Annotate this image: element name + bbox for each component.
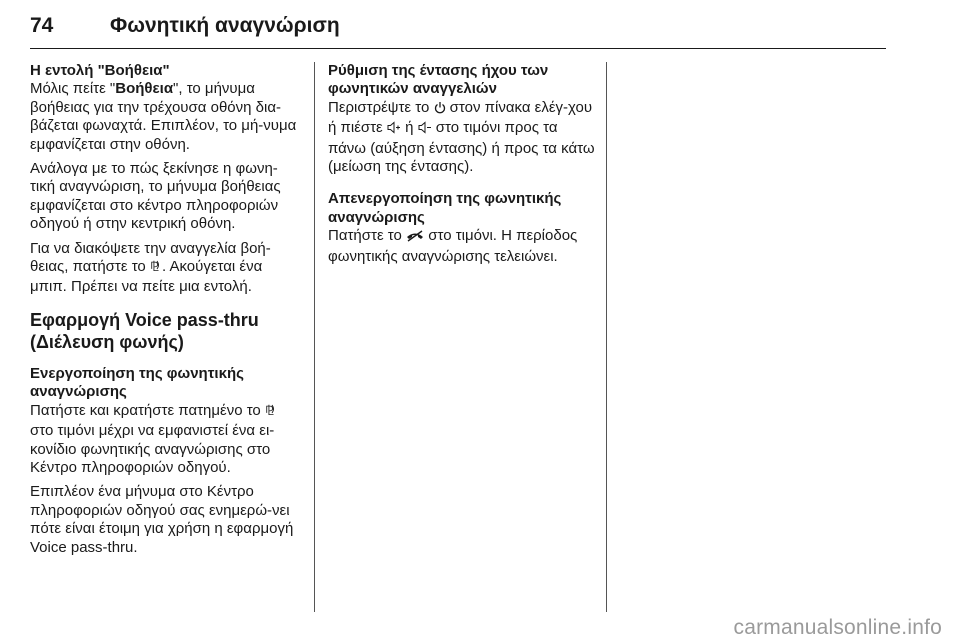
- svg-text:⅊: ⅊: [149, 260, 159, 274]
- volume-heading: Ρύθμιση της έντασης ήχου των φωνητικών αναγγελιών: [328, 62, 549, 98]
- column-divider-2: [606, 62, 607, 612]
- voice-control-icon: [150, 258, 162, 278]
- left-column: [30, 62, 302, 563]
- volume-paragraph: Περιστρέψτε το στον πίνακα ελέγ-χου ή πιέστε ή στο τιμόνι προς τα πάνω (αύξηση έντασης) ή προς τα κάτω (μείωση της έντασης).: [328, 98, 595, 176]
- activate-paragraph-2: Επιπλέον ένα μήνυμα στο Κέντρο πληροφοριών οδηγού σας ενημερώ-νει πότε είναι έτοιμη για χρήση η εφαρμογή Voice pass-thru.: [30, 483, 294, 556]
- column-divider-1: [314, 62, 315, 612]
- svg-text:⅊: ⅊: [264, 403, 274, 417]
- hang-up-icon: [406, 229, 424, 247]
- section-heading: Εφαρμογή Voice pass-thru (Διέλευση φωνής): [30, 309, 259, 352]
- chapter-title: Φωνητική αναγνώριση: [110, 14, 340, 37]
- activate-heading: Ενεργοποίηση της φωνητικής αναγνώρισης: [30, 364, 244, 401]
- power-knob-icon: [434, 101, 446, 119]
- help-paragraph-1: Μόλις πείτε "Βοήθεια", το μήνυμα βοήθειας για την τρέχουσα οθόνη δια-βάζεται φωναχτά. Επιπλέον, το μή-νυμα εμφανίζεται στην οθόνη.: [30, 80, 297, 153]
- volume-down-icon: [418, 121, 432, 139]
- middle-column: [328, 62, 598, 272]
- page-header: [30, 14, 886, 50]
- deactivate-paragraph: Πατήστε το στο τιμόνι. Η περίοδος φωνητικής αναγνώρισης τελειώνει.: [328, 227, 578, 265]
- volume-up-icon: [387, 121, 401, 139]
- help-paragraph-2: Ανάλογα με το πώς ξεκίνησε η φωνη-τική αναγνώριση, το μήνυμα βοήθειας εμφανίζεται στο κέντρο πληροφοριών οδηγού ή στην κεντρική οθόνη.: [30, 160, 281, 233]
- help-paragraph-3: Για να διακόψετε την αναγγελία βοή-θειας, πατήστε το ⅊ . Ακούγεται ένα μπιπ. Πρέπει να πείτε μια εντολή.: [30, 239, 271, 296]
- page-number: 74: [30, 14, 54, 37]
- watermark: carmanualsonline.info: [733, 616, 942, 639]
- voice-control-icon: [265, 402, 277, 422]
- header-rule: [30, 48, 886, 49]
- deactivate-heading: Απενεργοποίηση της φωνητικής αναγνώρισης: [328, 190, 562, 226]
- activate-paragraph-1: Πατήστε και κρατήστε πατημένο το ⅊ στο τιμόνι μέχρι να εμφανιστεί ένα ει-κονίδιο φωνητικής αναγνώρισης στο Κέντρο πληροφοριών οδηγού.: [30, 402, 302, 478]
- help-heading: Η εντολή "Βοήθεια": [30, 62, 170, 79]
